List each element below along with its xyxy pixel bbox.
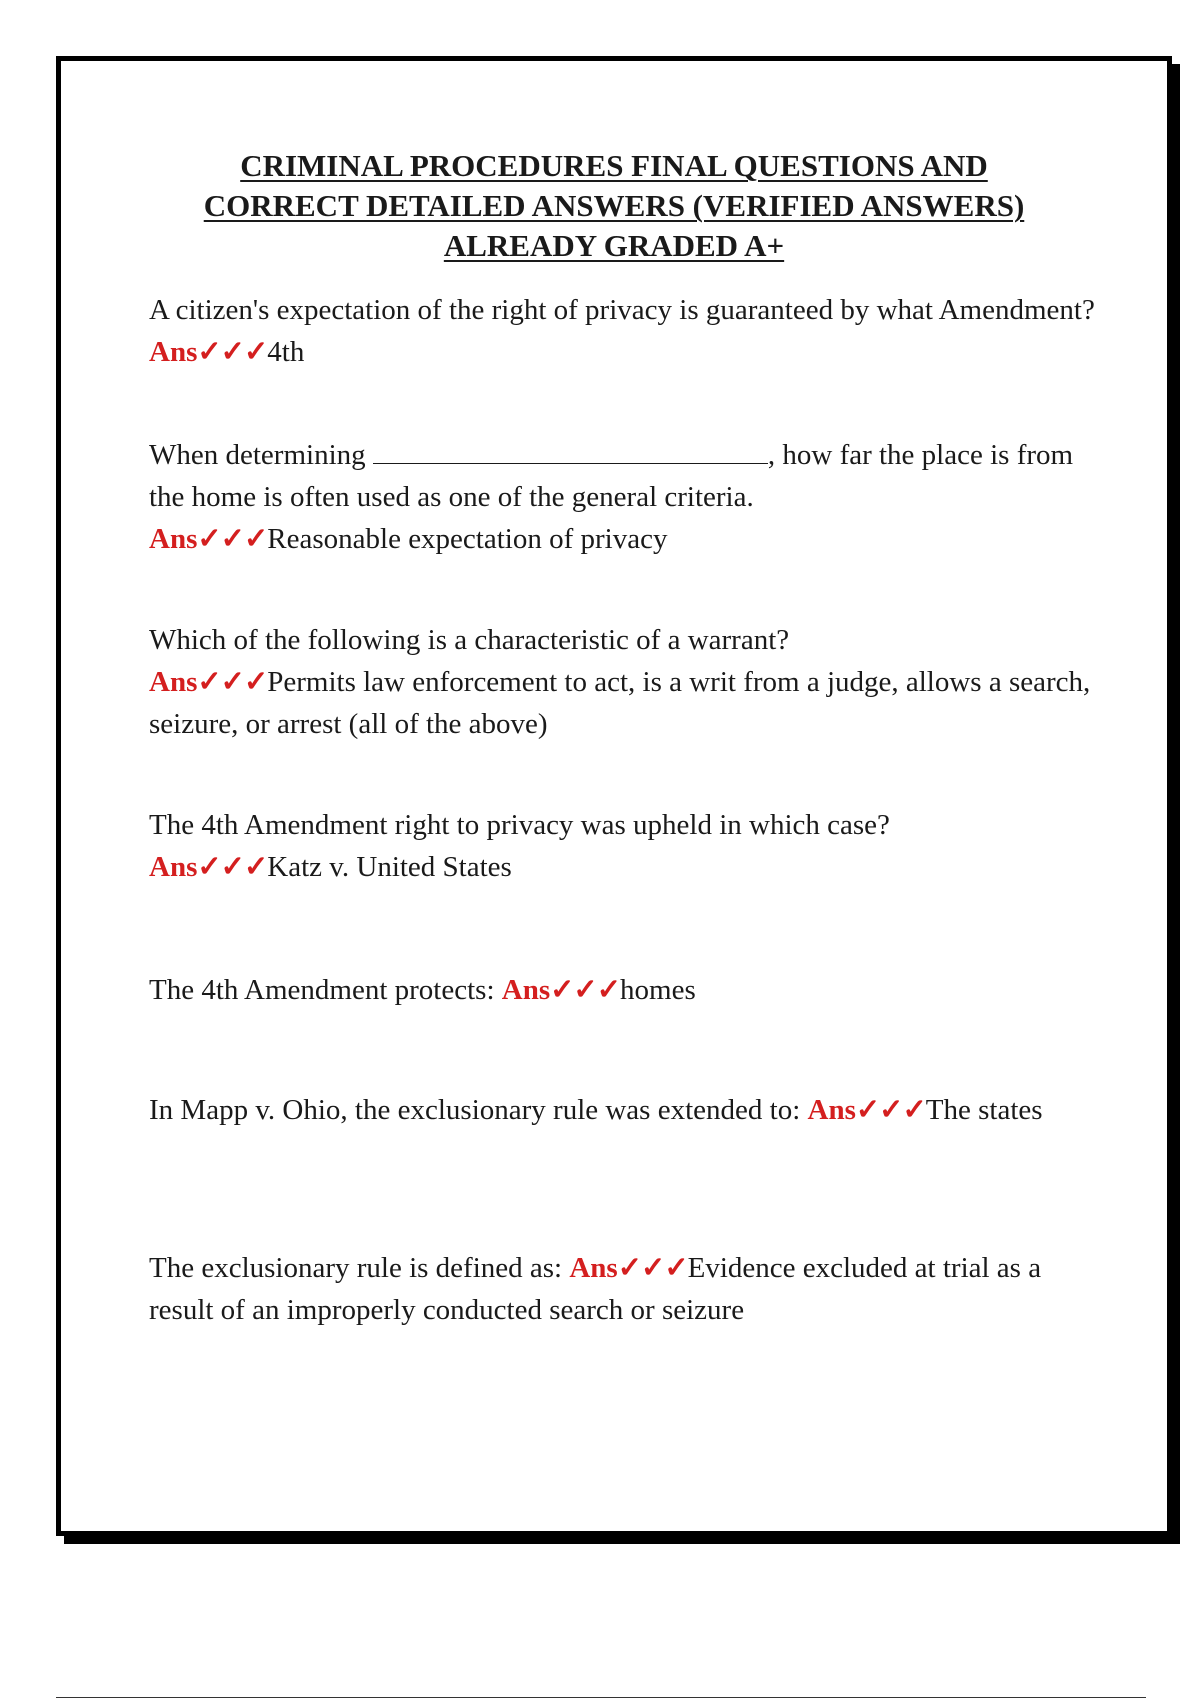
answer-label: Ans: [149, 666, 198, 698]
checkmark-icon: ✓✓✓: [197, 851, 268, 883]
answer-text: Evidence excluded at trial as a result of an improperly conducted search or seizure: [149, 1252, 1042, 1326]
answer-text: homes: [620, 974, 696, 1006]
answer-label: Ans: [149, 851, 198, 883]
checkmark-icon: ✓✓✓: [617, 1252, 688, 1284]
answer-label: Ans: [149, 336, 198, 368]
question-text: A citizen's expectation of the right of privacy is guaranteed by what Amendment?: [149, 294, 1095, 326]
checkmark-icon: ✓✓✓: [197, 666, 268, 698]
answer-text: Reasonable expectation of privacy: [267, 523, 668, 555]
answer-text: Katz v. United States: [267, 851, 512, 883]
qa-item-1: [149, 289, 1109, 373]
qa-item-4: [149, 804, 1109, 888]
title-line-3: ALREADY GRADED A+: [443, 228, 785, 263]
answer-label: Ans: [149, 523, 198, 555]
answer-label: Ans: [807, 1094, 856, 1126]
question-text-end: , how far the place is from the home is often used as one of the general criteria.: [149, 439, 1074, 513]
qa-item-5: [149, 969, 1109, 1011]
footer-rule: [56, 1697, 1146, 1698]
qa-item-2: [149, 434, 1109, 560]
answer-label: Ans: [501, 974, 551, 1006]
question-text: The 4th Amendment right to privacy was upheld in which case?: [149, 809, 890, 841]
document-title: [61, 146, 1167, 266]
qa-item-6: [149, 1089, 1109, 1131]
answer-text: Permits law enforcement to act, is a writ from a judge, allows a search, seizure, or arrest (all of the above): [149, 666, 1091, 740]
checkmark-icon: ✓✓✓: [197, 523, 268, 555]
checkmark-icon: ✓✓✓: [197, 336, 268, 368]
fill-in-blank: [373, 439, 768, 464]
question-text-start: When determining: [149, 439, 366, 471]
title-line-1: CRIMINAL PROCEDURES FINAL QUESTIONS AND: [240, 148, 988, 183]
question-text: Which of the following is a characteristic of a warrant?: [149, 624, 790, 656]
answer-text: 4th: [267, 336, 305, 368]
qa-item-7: [149, 1247, 1109, 1331]
question-text: The 4th Amendment protects:: [149, 974, 495, 1006]
question-text: In Mapp v. Ohio, the exclusionary rule was extended to:: [149, 1094, 801, 1126]
qa-item-3: [149, 619, 1109, 745]
answer-text: The states: [925, 1094, 1043, 1126]
checkmark-icon: ✓✓✓: [550, 974, 621, 1006]
checkmark-icon: ✓✓✓: [855, 1094, 926, 1126]
title-line-2: CORRECT DETAILED ANSWERS (VERIFIED ANSWERS): [203, 188, 1025, 223]
question-text: The exclusionary rule is defined as:: [149, 1252, 563, 1284]
answer-label: Ans: [569, 1252, 618, 1284]
page-frame: [56, 56, 1172, 1536]
